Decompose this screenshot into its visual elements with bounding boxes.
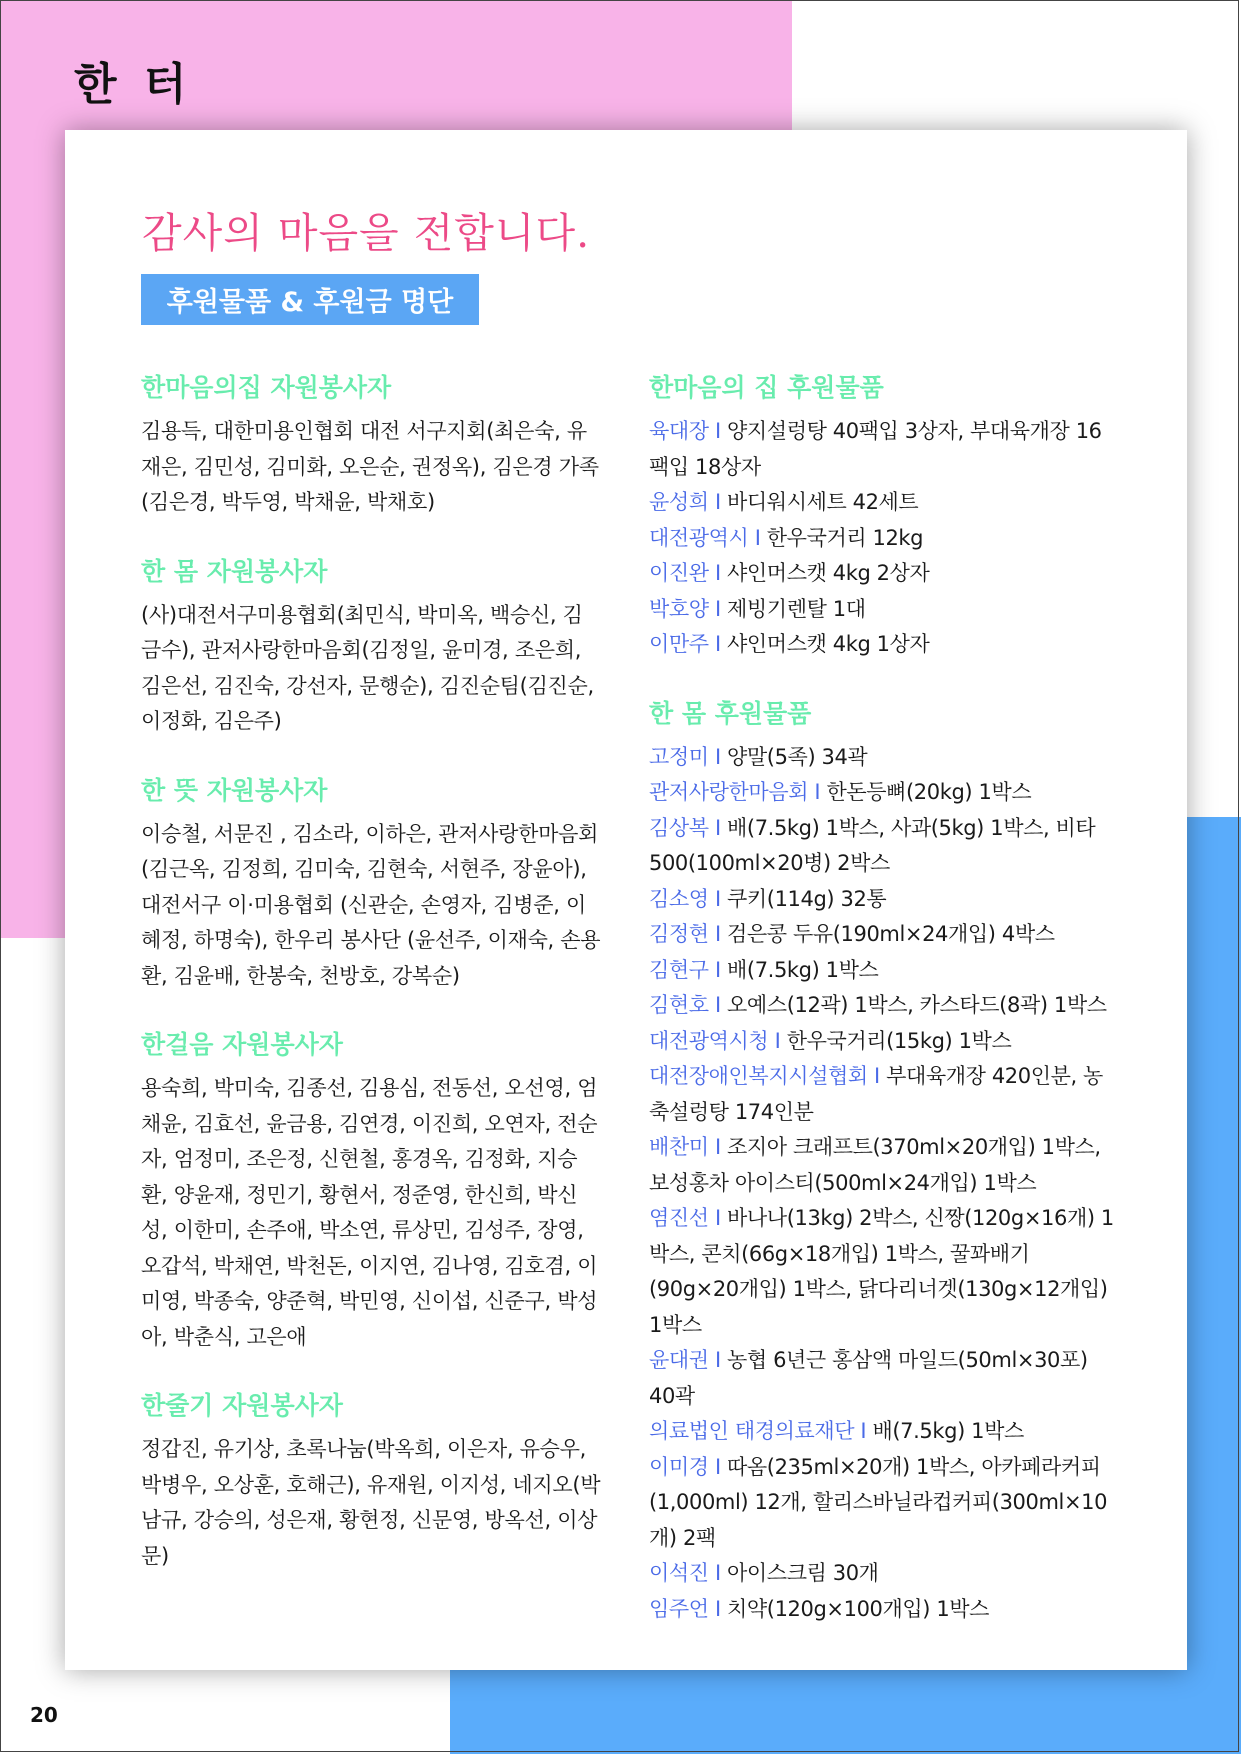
donation-item [649,1024,1119,1060]
donation-detail: 부대육개장 420인분, 농축설렁탕 174인분 [649,1064,1103,1124]
donation-detail: 배(7.5kg) 1박스, 사과(5kg) 1박스, 비타500(100ml×20병) 2박스 [649,815,1096,875]
separator: I [714,957,721,982]
separator: I [714,1348,721,1372]
donor-name: 이만주 [649,632,709,656]
donor-name: 의료법인 태경의료재단 [649,1419,855,1443]
section-title: 한줄기 자원봉사자 [141,1391,343,1420]
separator: I [714,419,721,443]
separator: I [714,1596,721,1621]
section-body: 용숙희, 박미숙, 김종선, 김용심, 전동선, 오선영, 엄채윤, 김효선, 윤금용, 김연경, 이진희, 오연자, 전순자, 엄정미, 조은정, 신현철, 홍경옥, 김정화, 지승환, 양윤재, 정민기, 황현서, 정준영, 한신희, 박신성, 이한미, 손주애, 박소연, 류상민, 김성주, 장영, 오갑석, 박채연, 박천돈, 이지연, 김나영, 김호겸, 이미영, 박종숙, 양준혁, 박민영, 신이섭, 신준구, 박성아, 박춘식, 고은애 [141,1076,598,1349]
page-number: 20 [30,1703,58,1727]
separator: I [714,1561,721,1585]
donation-item [649,775,1119,811]
donation-item [649,592,1119,628]
separator: I [714,886,721,911]
donor-name: 배찬미 [649,1135,709,1159]
donation-item [649,811,1119,882]
separator: I [714,993,721,1017]
section-body: 정갑진, 유기상, 초록나눔(박옥희, 이은자, 유승우, 박병우, 오상훈, 호해근), 유재원, 이지성, 네지오(박남규, 강승의, 성은재, 황현정, 신문영, 방옥선, 이상문) [141,1437,601,1568]
donation-item [649,627,1119,663]
section-title: 한 몸 후원물품 [649,698,812,728]
donation-section [649,370,1119,663]
volunteer-section [141,773,601,995]
donation-item [649,1201,1119,1343]
volunteer-section [141,1388,601,1574]
donation-detail: 조지아 크래프트(370ml×20개입) 1박스, 보성홍차 아이스티(500ml×24개입) 1박스 [649,1135,1101,1195]
separator: I [874,1064,880,1088]
separator: I [714,490,721,514]
section-title: 한걸음 자원봉사자 [141,1030,343,1059]
donation-item [649,1592,1119,1628]
donation-detail: 배(7.5kg) 1박스 [727,957,879,982]
donation-detail: 농협 6년근 홍삼액 마일드(50ml×30포) 40곽 [649,1348,1088,1408]
section-title: 한 몸 자원봉사자 [141,556,328,586]
donor-name: 김현호 [649,993,709,1017]
donor-name: 대전광역시 [649,525,749,550]
separator: I [860,1419,867,1443]
separator: I [754,525,761,550]
donation-detail: 양말(5족) 34곽 [727,744,868,769]
donation-item [649,1450,1119,1557]
right-column [649,370,1119,1660]
separator: I [714,596,721,621]
donation-item [649,414,1119,485]
volunteer-section [141,554,601,740]
donation-detail: 쿠키(114g) 32통 [727,886,887,911]
donation-item [649,1556,1119,1592]
donor-name: 김정현 [649,922,709,946]
donation-item [649,953,1119,989]
donation-section [649,696,1119,1628]
donor-name: 박호양 [649,596,709,621]
subtitle-banner: 후원물품 & 후원금 명단 [141,274,479,325]
main-title: 감사의 마음을 전합니다. [142,209,591,257]
donor-name: 이석진 [649,1561,709,1585]
separator: I [814,780,821,804]
donation-item [649,882,1119,918]
donation-detail: 따옴(235ml×20개) 1박스, 아카페라커피(1,000ml) 12개, 할리스바닐라컵커피(300ml×10개) 2팩 [649,1454,1108,1550]
donation-detail: 샤인머스캣 4kg 1상자 [727,632,930,656]
donation-detail: 한돈등뼈(20kg) 1박스 [826,780,1032,804]
separator: I [714,561,721,585]
donor-name: 관저사랑한마음회 [649,780,809,804]
donor-name: 임주언 [649,1596,709,1621]
separator: I [714,815,721,840]
donation-detail: 바나나(13kg) 2박스, 신짱(120g×16개) 1박스, 콘치(66g×18개입) 1박스, 꿀꽈배기(90g×20개입) 1박스, 닭다리너겟(130g×12개입) 1박스 [649,1206,1114,1337]
donation-item [649,521,1119,557]
donor-name: 고정미 [649,744,709,769]
section-body: 김용득, 대한미용인협회 대전 서구지회(최은숙, 유재은, 김민성, 김미화, 오은순, 권정옥), 김은경 가족(김은경, 박두영, 박채윤, 박채호) [141,419,599,514]
donation-detail: 아이스크림 30개 [727,1561,879,1585]
donation-item [649,1414,1119,1450]
donor-name: 이미경 [649,1454,709,1479]
donation-item [649,485,1119,521]
donor-name: 김상복 [649,815,709,840]
volunteer-section [141,1027,601,1355]
page-header-title: 한 터 [74,59,193,110]
donor-name: 이진완 [649,561,709,585]
donation-item [649,917,1119,953]
separator: I [714,922,721,946]
separator: I [714,1135,721,1159]
donation-item [649,1059,1119,1130]
section-body: 이승철, 서문진 , 김소라, 이하은, 관저사랑한마음회 (김근옥, 김정희, 김미숙, 김현숙, 서현주, 장윤아), 대전서구 이·미용협회 (신관순, 손영자, 김병준, 이혜정, 하명숙), 한우리 봉사단 (윤선주, 이재숙, 손용환, 김윤배, 한봉숙, 천방호, 강복순) [141,821,601,988]
donor-name: 김소영 [649,886,709,911]
section-title: 한마음의 집 후원물품 [649,373,884,402]
separator: I [714,632,721,656]
separator: I [714,744,721,769]
separator: I [714,1206,721,1230]
donor-name: 염진선 [649,1206,709,1230]
donation-item [649,556,1119,592]
separator: I [774,1028,781,1053]
donation-detail: 제빙기렌탈 1대 [727,596,866,621]
donor-name: 대전광역시청 [649,1028,769,1053]
section-title: 한마음의집 자원봉사자 [141,373,392,402]
donation-detail: 오예스(12곽) 1박스, 카스타드(8곽) 1박스 [727,993,1107,1017]
donor-name: 윤성희 [649,490,709,514]
section-body: (사)대전서구미용협회(최민식, 박미옥, 백승신, 김금수), 관저사랑한마음회(김정일, 윤미경, 조은희, 김은선, 김진숙, 강선자, 문행순), 김진순팀(김진순, 이정화, 김은주) [141,602,594,733]
left-column [141,370,601,1607]
volunteer-section [141,370,601,521]
donation-detail: 한우국거리 12kg [766,525,924,550]
donation-detail: 한우국거리(15kg) 1박스 [786,1028,1012,1053]
section-title: 한 뜻 자원봉사자 [141,775,328,805]
donation-detail: 샤인머스캣 4kg 2상자 [727,561,930,585]
donation-item [649,988,1119,1024]
donation-item [649,1130,1119,1201]
donor-name: 대전장애인복지시설협회 [649,1064,868,1088]
donation-detail: 바디워시세트 42세트 [727,490,919,514]
donation-detail: 검은콩 두유(190ml×24개입) 4박스 [727,922,1055,946]
donation-item [649,740,1119,776]
donor-name: 윤대권 [649,1348,709,1372]
donor-name: 김현구 [649,957,709,982]
donation-detail: 배(7.5kg) 1박스 [872,1419,1024,1443]
separator: I [714,1454,721,1479]
donation-item [649,1343,1119,1414]
donation-detail: 양지설렁탕 40팩입 3상자, 부대육개장 16팩입 18상자 [649,419,1102,479]
donor-name: 육대장 [649,419,709,443]
donation-detail: 치약(120g×100개입) 1박스 [727,1596,990,1621]
